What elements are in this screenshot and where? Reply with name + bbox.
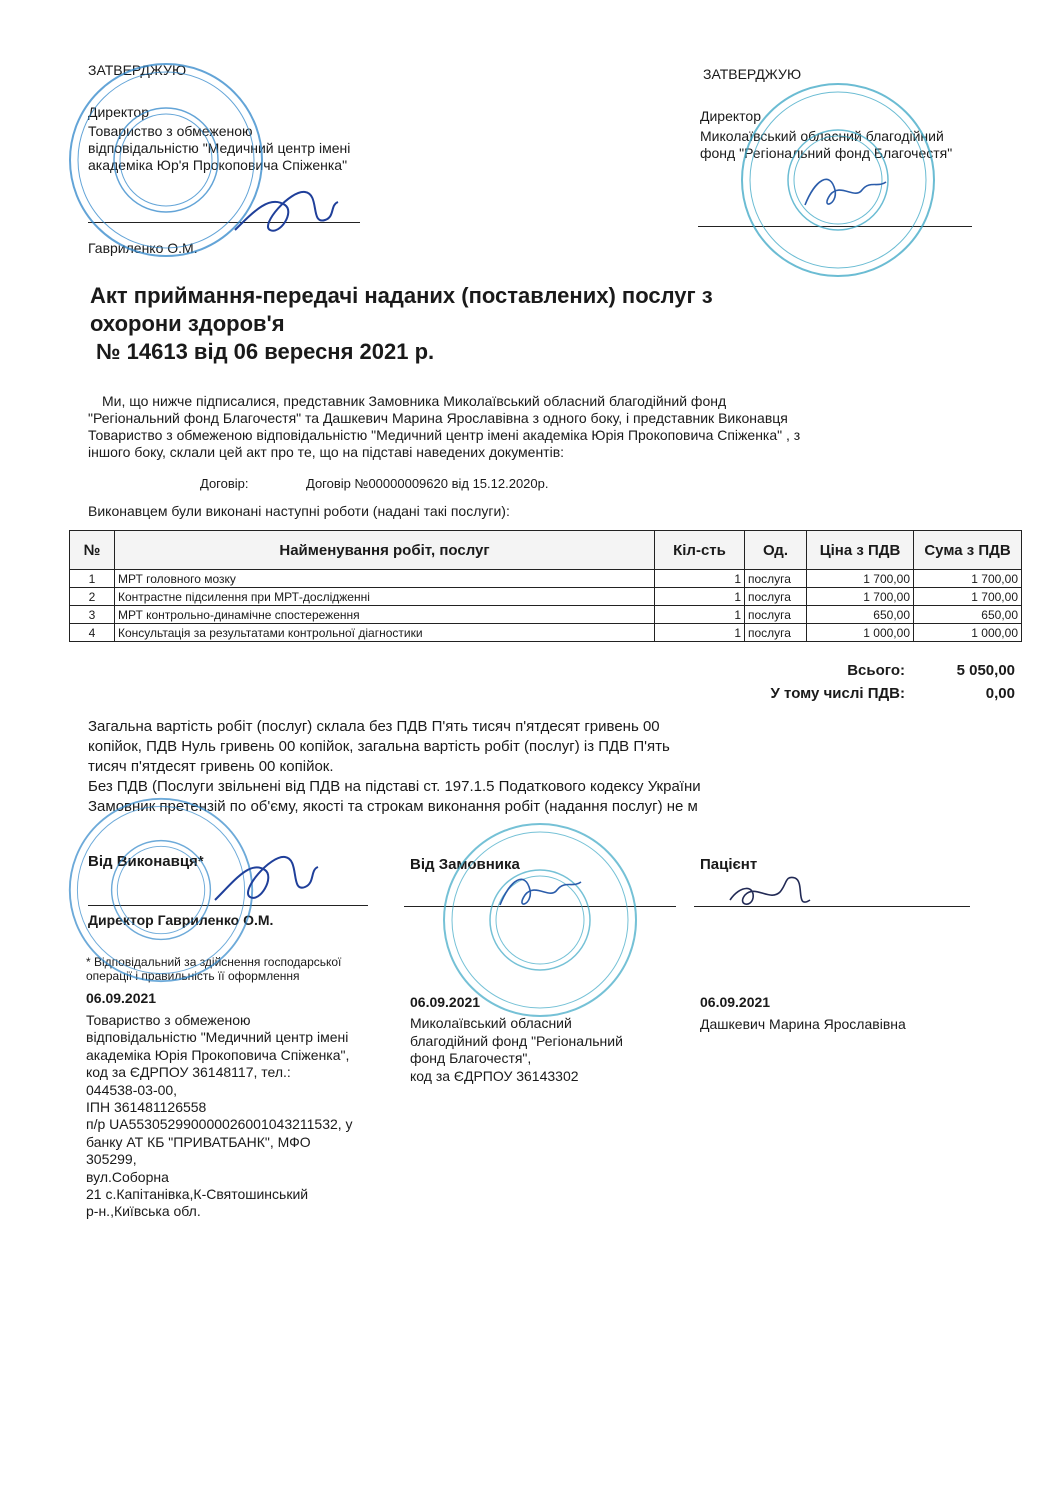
items-table-wrapper	[69, 530, 1021, 642]
row-name: МРТ контрольно-динамічне спостереження	[115, 606, 655, 624]
customer-stamp-icon	[440, 820, 640, 1020]
approval-right-position: Директор	[700, 108, 761, 124]
row-qty: 1	[655, 570, 745, 588]
contract-label: Договір:	[200, 476, 249, 491]
patient-signature-line	[694, 906, 970, 907]
executor-signer: Директор Гавриленко О.М.	[88, 912, 274, 928]
patient-date: 06.09.2021	[700, 994, 771, 1010]
col-header-number: №	[70, 531, 115, 570]
table-row	[70, 606, 1022, 624]
approval-right-heading: ЗАТВЕРДЖУЮ	[703, 66, 802, 82]
approval-left-signature-line	[88, 222, 360, 223]
total-label: Всього:	[847, 662, 905, 679]
row-qty: 1	[655, 606, 745, 624]
customer-signature-icon	[800, 160, 890, 220]
row-name: МРТ головного мозку	[115, 570, 655, 588]
patient-signature-icon	[725, 870, 815, 920]
approval-left-name: Гавриленко О.М.	[88, 240, 198, 256]
patient-heading: Пацієнт	[700, 856, 758, 873]
row-price: 650,00	[807, 606, 914, 624]
row-number: 4	[70, 624, 115, 642]
executor-date: 06.09.2021	[86, 990, 157, 1006]
approval-right-signature-line	[698, 226, 972, 227]
row-unit: послуга	[745, 570, 807, 588]
customer-stamp-icon	[738, 80, 938, 280]
executor-signature-icon	[230, 180, 340, 250]
customer-heading: Від Замовника	[410, 856, 520, 873]
row-price: 1 700,00	[807, 570, 914, 588]
vat-value: 0,00	[985, 685, 1015, 702]
vat-note: Без ПДВ (Послуги звільнені від ПДВ на підставі ст. 197.1.5 Податкового кодексу України	[88, 778, 701, 795]
customer-details: Миколаївський обласний благодійний фонд "Регіональний фонд Благочестя", код за ЄДРПОУ 36143302	[410, 1015, 623, 1084]
works-heading: Виконавцем були виконані наступні роботи (надані такі послуги):	[88, 503, 510, 519]
table-row	[70, 570, 1022, 588]
row-sum: 650,00	[914, 606, 1022, 624]
approval-left-heading: ЗАТВЕРДЖУЮ	[88, 62, 187, 78]
total-value: 5 050,00	[956, 662, 1015, 679]
row-unit: послуга	[745, 588, 807, 606]
customer-date: 06.09.2021	[410, 994, 481, 1010]
approval-right-org: Миколаївський обласний благодійний фонд "Регіональний фонд Благочестя"	[700, 128, 953, 161]
approval-left-org: Товариство з обмеженою відповідальністю "Медичний центр імені академіка Юр'я Прокоповича Спіженка"	[88, 123, 351, 173]
claims-note: Замовник претензій по об'єму, якості та строкам виконання робіт (надання послуг) не м	[88, 798, 698, 815]
col-header-qty: Кіл-сть	[655, 531, 745, 570]
items-table	[69, 530, 1022, 642]
row-number: 3	[70, 606, 115, 624]
row-unit: послуга	[745, 606, 807, 624]
table-row	[70, 624, 1022, 642]
vat-label: У тому числі ПДВ:	[770, 685, 905, 702]
col-header-name: Найменування робіт, послуг	[115, 531, 655, 570]
executor-details: Товариство з обмеженою відповідальністю "Медичний центр імені академіка Юрія Прокоповича Спіженка", код за ЄДРПОУ 36148117, тел.: 044538-03-00, ІПН 361481126558 п/р UA553052990000026001043211532, у банку АТ КБ "ПРИВАТБАНК", МФО 305299, вул.Соборна 21 с.Капітанівка,К-Святошинський р-н.,Київська обл.	[86, 1012, 353, 1220]
col-header-price: Ціна з ПДВ	[807, 531, 914, 570]
intro-paragraph: Ми, що нижче підписалися, представник Замовника Миколаївський обласний благодійний фонд "Регіональний фонд Благочестя" та Дашкевич Марина Ярославівна з одного боку, і представник Виконавця Товариство з обмеженою відповідальністю "Медичний центр імені академіка Юрія Прокоповича Спіженка" , з іншого боку, склали цей акт про те, що на підставі наведених документів:	[88, 393, 801, 460]
patient-name: Дашкевич Марина Ярославівна	[700, 1016, 906, 1032]
executor-heading: Від Виконавця*	[88, 853, 204, 870]
row-sum: 1 700,00	[914, 570, 1022, 588]
row-name: Контрастне підсилення при МРТ-дослідженні	[115, 588, 655, 606]
col-header-unit: Од.	[745, 531, 807, 570]
row-qty: 1	[655, 624, 745, 642]
row-sum: 1 000,00	[914, 624, 1022, 642]
contract-value: Договір №00000009620 від 15.12.2020р.	[306, 476, 549, 491]
row-qty: 1	[655, 588, 745, 606]
row-sum: 1 700,00	[914, 588, 1022, 606]
row-unit: послуга	[745, 624, 807, 642]
customer-signature-line	[404, 906, 676, 907]
executor-signature-line	[88, 905, 368, 906]
row-number: 1	[70, 570, 115, 588]
table-header-row	[70, 531, 1022, 570]
document-title: Акт приймання-передачі наданих (поставлених) послуг з охорони здоров'я № 14613 від 06 вересня 2021 р.	[90, 283, 713, 364]
row-price: 1 700,00	[807, 588, 914, 606]
executor-footnote: * Відповідальний за здійснення господарської операції і правильність її оформлення	[86, 955, 342, 983]
table-row	[70, 588, 1022, 606]
col-header-sum: Сума з ПДВ	[914, 531, 1022, 570]
row-price: 1 000,00	[807, 624, 914, 642]
approval-left-position: Директор	[88, 104, 149, 120]
summary-paragraph: Загальна вартість робіт (послуг) склала без ПДВ П'ять тисяч п'ятдесят гривень 00 копійок, ПДВ Нуль гривень 00 копійок, загальна вартість робіт (послуг) із ПДВ П'ять тисяч п'ятдесят гривень 00 копійок. Без ПДВ (Послуги звільнені від ПДВ на підставі ст. 197.1.5 Податкового кодексу України Замовник претензій по об'єму, якості та строкам виконання робіт (надання послуг) не м	[88, 718, 701, 815]
row-number: 2	[70, 588, 115, 606]
row-name: Консультація за результатами контрольної діагностики	[115, 624, 655, 642]
